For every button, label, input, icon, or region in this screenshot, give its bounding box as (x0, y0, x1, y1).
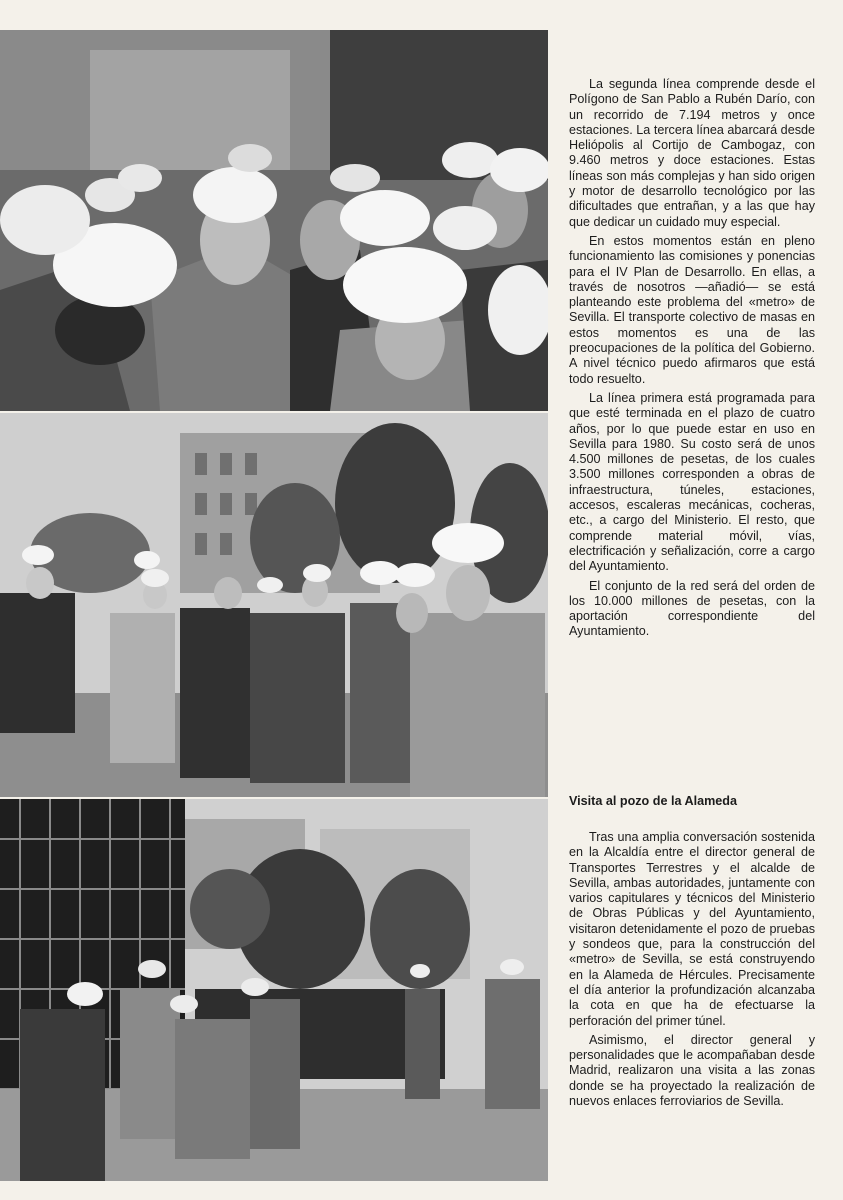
article-paragraph: La segunda línea comprende desde el Polígono de San Pablo a Rubén Darío, con un recorrido de 7.194 metros y once estaciones. La tercera línea abarcará desde Heliópolis al Cortijo de Cambogaz, con 9.460 metros y doce estaciones. Estas líneas son más complejas y han sido origen y motor de desarrollo tecnológico por las dificultades que entrañan, y a las que hay que dedicar un cuidado muy especial. (569, 77, 815, 229)
article-paragraph: El conjunto de la red será del orden de los 10.000 millones de pesetas, con la aportación correspondiente del Ayuntamiento. (569, 578, 815, 639)
section-heading: Visita al pozo de la Alameda (569, 794, 737, 808)
article-column-bottom (569, 830, 815, 1113)
article-paragraph: Asimismo, el director general y personalidades que le acompañaban desde Madrid, realizaron una visita a las zonas donde se ha proyectado la realización de nuevos enlaces ferroviarios de Sevilla. (569, 1032, 815, 1109)
photo-officials-hard-hats (0, 30, 548, 411)
article-paragraph: La línea primera está programada para que esté terminada en el plazo de cuatro años, por lo que puede estar en uso en Sevilla para 1980. Su costo será de unos 4.500 millones de pesetas, de los cuales 3.500 millones corresponden a obras de infraestructura, túneles, estaciones, accesos, escaleras mecánicas, cocheras, etc., a cargo del Ministerio. El resto, que comprende material móvil, vías, electrificación y señalización, corre a cargo del Ayuntamiento. (569, 390, 815, 574)
article-paragraph: Tras una amplia conversación sostenida en la Alcaldía entre el director general de Transportes Terrestres y el alcalde de Sevilla, ambas autoridades, juntamente con varios capitulares y técnicos del Ministerio de Obras Públicas y del Ayuntamiento, visitaron detenidamente el pozo de pruebas y sondeos que, para la construcción del «metro» de Sevilla, se está construyendo en la Alameda de Hércules. Precisamente el día anterior la profundización alcanzaba la cota en que ha de efectuarse la perforación del primer túnel. (569, 830, 815, 1028)
photo-group-at-site (0, 413, 548, 797)
article-paragraph: En estos momentos están en pleno funcionamiento las comisiones y ponencias para el IV Plan de Desarrollo. En ellas, a través de nosotros —añadió— se está planteando este problema del «metro» de Sevilla. El transporte colectivo de masas en estos momentos es una de las preocupaciones de la política del Gobierno. A nivel técnico puedo afirmaros que está todo resuelto. (569, 233, 815, 386)
article-column-top (569, 77, 815, 644)
photo-workers-excavation (0, 799, 548, 1181)
